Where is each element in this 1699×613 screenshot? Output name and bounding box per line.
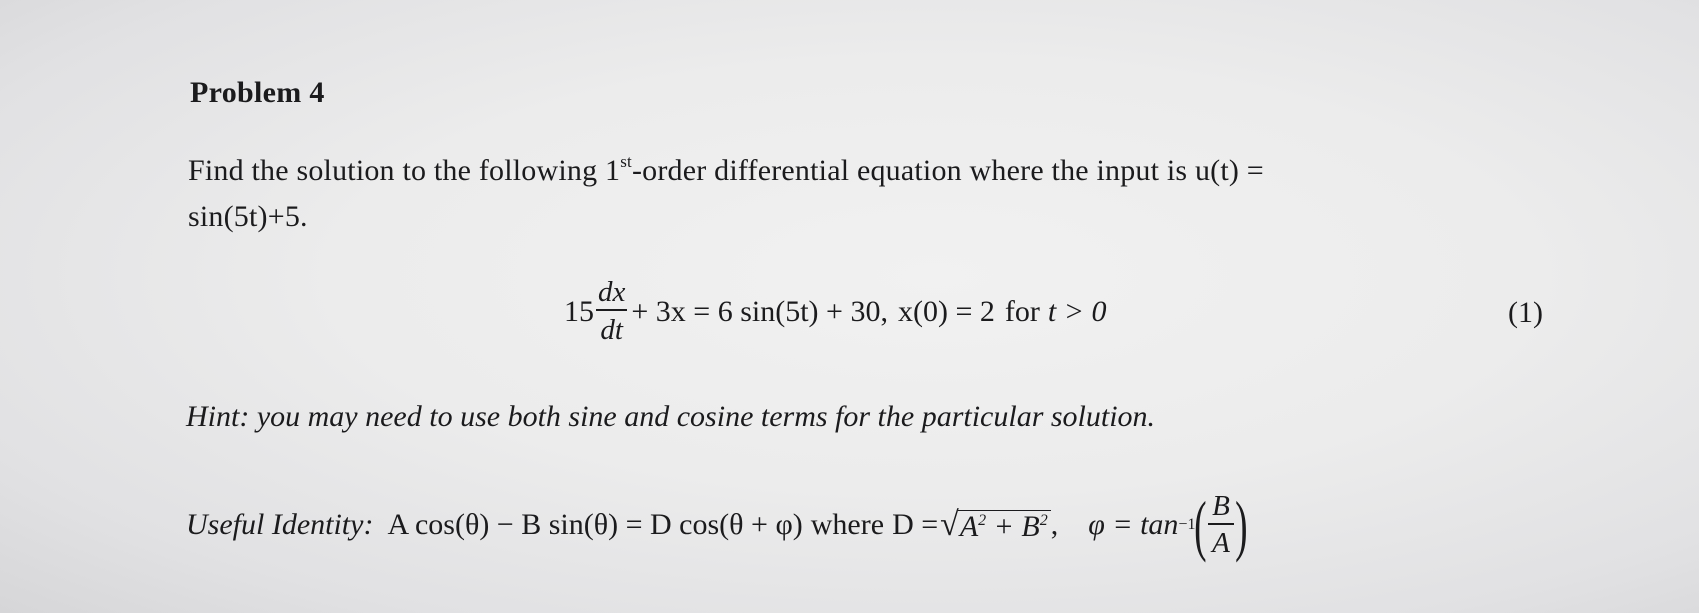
identity-lhs: A cos(θ) − B sin(θ) = D cos(θ + φ) xyxy=(387,508,803,541)
initial-condition: x(0) = 2 xyxy=(897,295,995,328)
phi-equals-tan: φ = tan xyxy=(1088,508,1179,541)
time-condition: t > 0 xyxy=(1047,295,1107,328)
exponent-b: 2 xyxy=(1039,511,1048,529)
eq-rhs: + 3x = 6 sin(5t) + 30, xyxy=(631,295,888,328)
ordinal-superscript: st xyxy=(620,152,632,171)
exponent-a: 2 xyxy=(978,511,987,529)
condition-word: for xyxy=(1004,295,1040,328)
problem-statement-line-2: sin(5t)+5. xyxy=(188,200,308,233)
derivative-fraction xyxy=(596,275,627,349)
fraction-denominator: A xyxy=(1212,526,1230,559)
hint-text: Hint: you may need to use both sine and cosine terms for the particular solution. xyxy=(186,400,1156,433)
problem-statement-line-1 xyxy=(188,154,1264,188)
identity-label: Useful Identity: xyxy=(186,508,374,541)
paren-open: ( xyxy=(1194,487,1208,563)
statement-text-b: -order differential equation where the input is u(t) = xyxy=(631,154,1264,187)
radical-sign-icon: √ xyxy=(940,505,959,543)
useful-identity: Useful Identity: A cos(θ) − B sin(θ) = D cos(θ + φ) where D = √ $A^2 + B^2$ , φ = tan −1 ( $\frac{B}{A}$ ) xyxy=(186,487,1248,563)
eq-coefficient: 15 xyxy=(564,295,594,328)
b-over-a-fraction xyxy=(1208,489,1234,561)
differential-equation xyxy=(564,262,1106,362)
d-equals: D = xyxy=(892,508,939,541)
equation-number: (1) xyxy=(1508,296,1543,329)
separator-comma: , xyxy=(1050,508,1059,541)
where-word: where xyxy=(810,508,885,541)
derivative-numerator: dx xyxy=(598,276,626,309)
derivative-denominator: dt xyxy=(600,313,623,346)
statement-text-a: Find the solution to the following 1 xyxy=(188,154,621,187)
radicand-a: A xyxy=(959,509,979,543)
fraction-numerator: B xyxy=(1212,490,1230,523)
paren-close: ) xyxy=(1234,487,1248,563)
problem-title: Problem 4 xyxy=(190,76,325,109)
square-root xyxy=(940,505,1051,543)
radicand-b: + B xyxy=(986,509,1040,543)
radicand xyxy=(958,510,1051,543)
